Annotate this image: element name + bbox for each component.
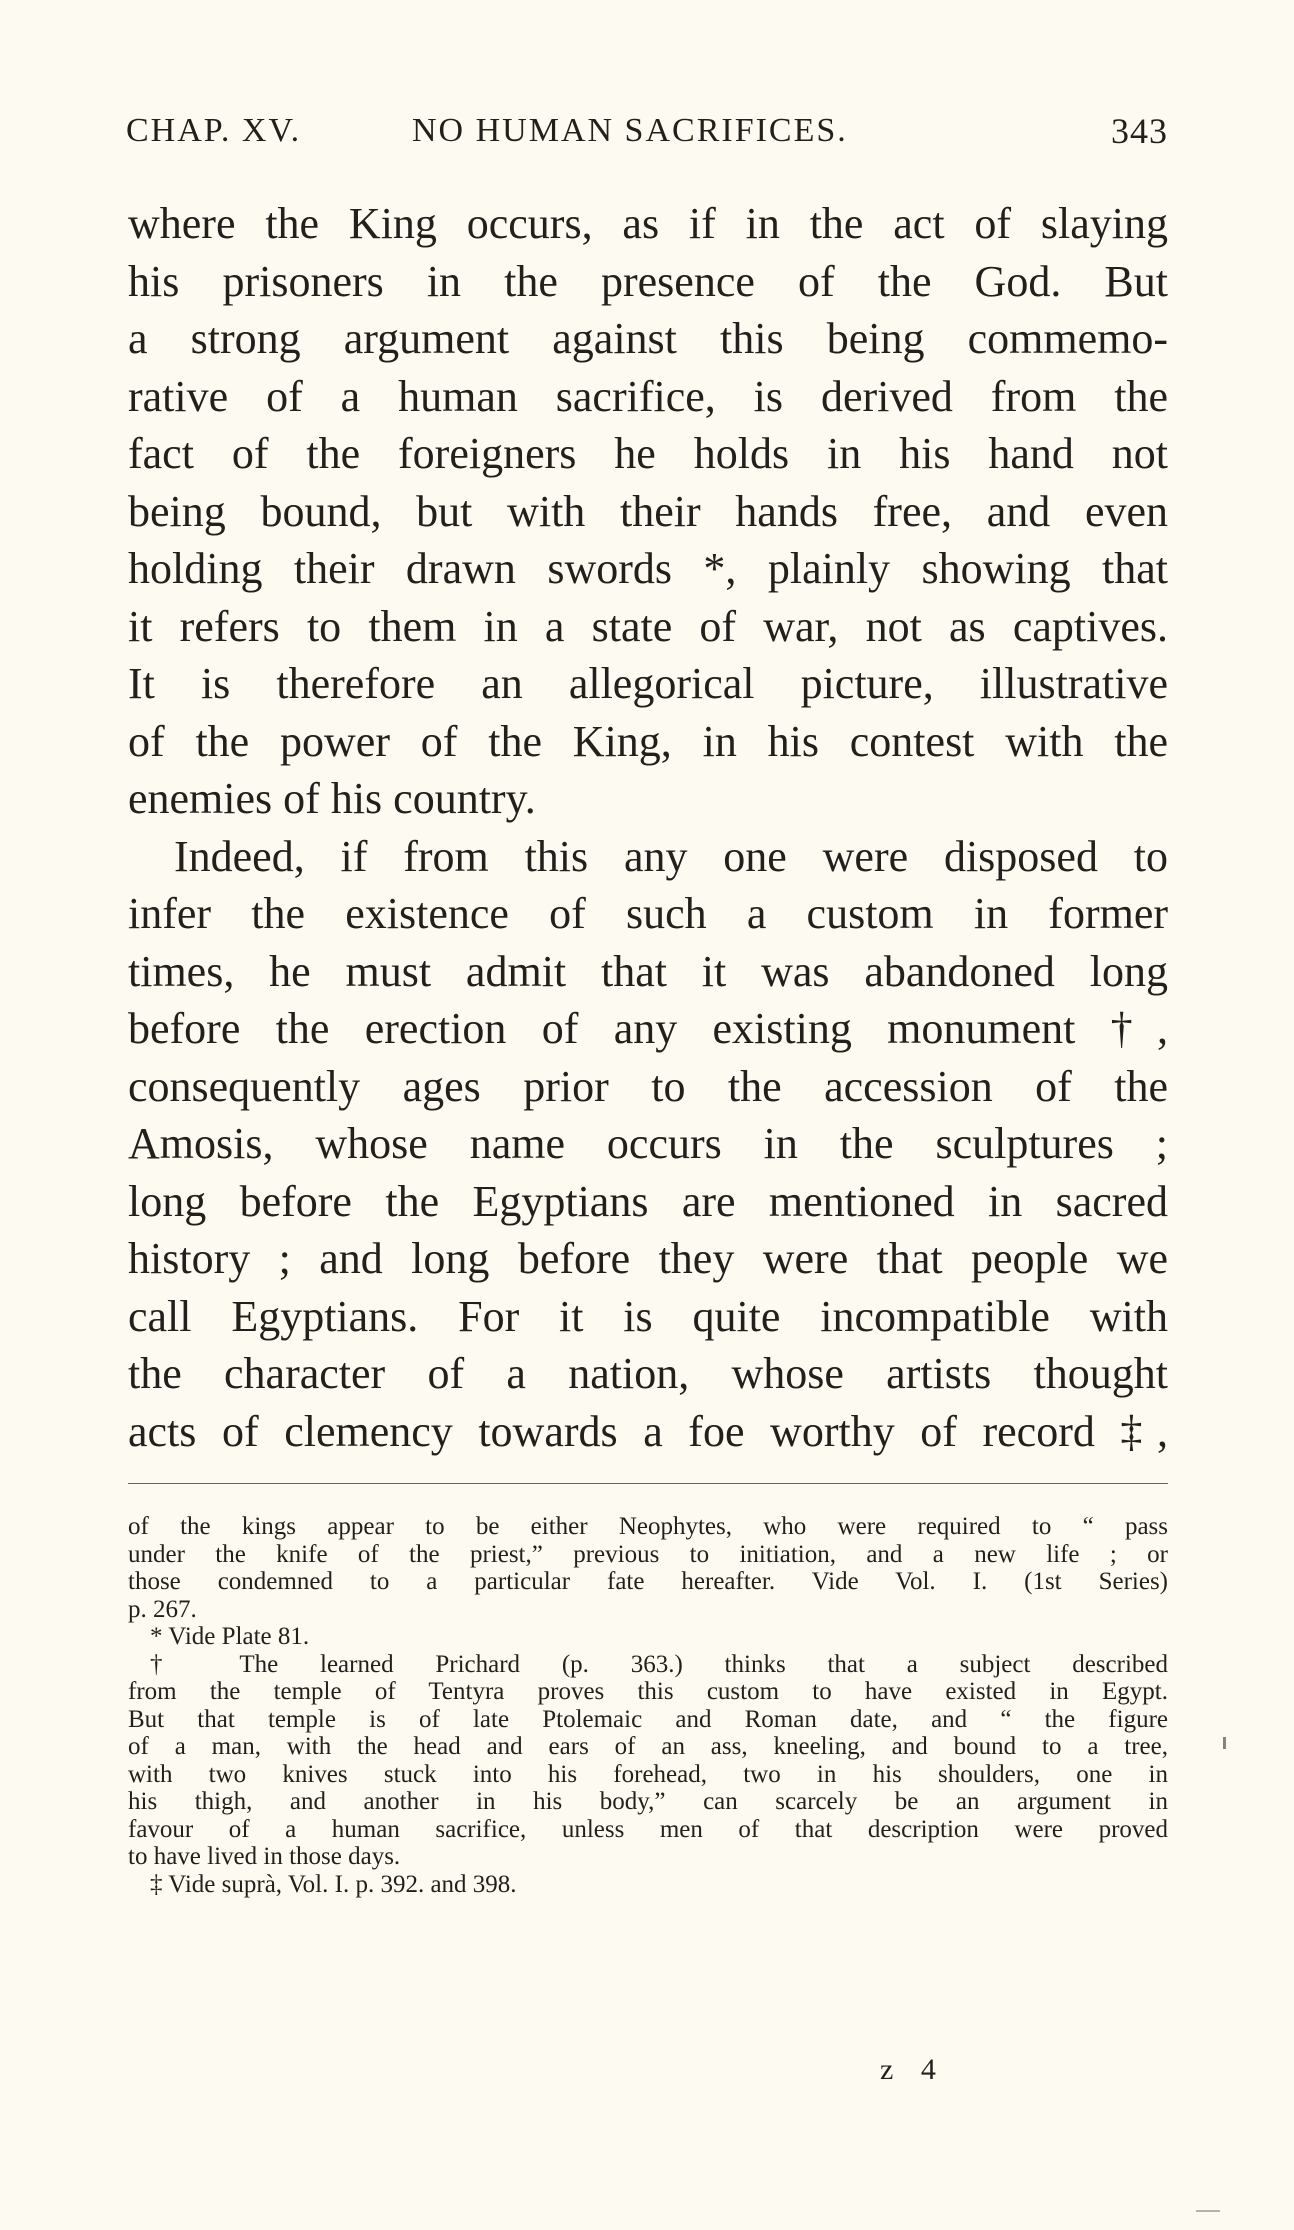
text-line: of the power of the King, in his contest with the <box>128 716 1168 766</box>
main-text <box>128 195 1168 1460</box>
text-line: history ; and long before they were that people we <box>128 1234 1168 1283</box>
chapter-label: CHAP. XV. <box>126 112 302 149</box>
footnote-divider <box>128 1483 1168 1484</box>
page-number: 343 <box>1111 111 1168 151</box>
footnotes <box>128 1513 1168 1898</box>
footnote-line: ‡ Vide suprà, Vol. I. p. 392. and 398. <box>150 1870 517 1898</box>
footnote-line: with two knives stuck into his forehead, two in his shoulders, one in <box>128 1760 1168 1788</box>
text-line: call Egyptians. For it is quite incompatible with <box>128 1291 1168 1341</box>
running-title: NO HUMAN SACRIFICES. <box>412 112 848 149</box>
footnote-line: favour of a human sacrifice, unless men of that description were proved <box>128 1815 1168 1843</box>
text-line: consequently ages prior to the accession of the <box>128 1061 1168 1111</box>
text-line: infer the existence of such a custom in former <box>128 889 1168 938</box>
footnote-line: of a man, with the head and ears of an ass, kneeling, and bound to a tree, <box>128 1733 1168 1760</box>
text-line: before the erection of any existing monument †, <box>128 1004 1168 1053</box>
text-line: it refers to them in a state of war, not as captives. <box>128 601 1168 651</box>
footnote-line: p. 267. <box>128 1595 197 1623</box>
footnote-line: † The learned Prichard (p. 363.) thinks that a subject described <box>150 1650 1168 1678</box>
text-line: acts of clemency towards a foe worthy of record ‡, <box>128 1406 1168 1456</box>
text-line: Indeed, if from this any one were disposed to <box>174 831 1168 881</box>
text-line: a strong argument against this being commemo- <box>128 314 1168 363</box>
text-line: rative of a human sacrifice, is derived from the <box>128 371 1168 421</box>
text-line: times, he must admit that it was abandoned long <box>128 946 1168 996</box>
running-header <box>126 108 1168 154</box>
signature-mark: z 4 <box>880 2053 946 2086</box>
text-line: Amosis, whose name occurs in the sculptures ; <box>128 1119 1168 1168</box>
text-line: where the King occurs, as if in the act of slaying <box>128 199 1168 248</box>
text-line: long before the Egyptians are mentioned in sacred <box>128 1176 1168 1226</box>
text-line: holding their drawn swords *, plainly showing that <box>128 544 1168 593</box>
text-line: the character of a nation, whose artists thought <box>128 1349 1168 1398</box>
text-line: enemies of his country. <box>128 774 536 823</box>
footnote-line: But that temple is of late Ptolemaic and Roman date, and “ the figure <box>128 1705 1168 1733</box>
text-line: fact of the foreigners he holds in his hand not <box>128 429 1168 478</box>
text-line: It is therefore an allegorical picture, illustrative <box>128 659 1168 708</box>
print-speck <box>1223 1737 1226 1749</box>
footnote-line: those condemned to a particular fate hereafter. Vide Vol. I. (1st Series) <box>128 1568 1168 1595</box>
footnote-line: to have lived in those days. <box>128 1843 401 1870</box>
text-line: his prisoners in the presence of the God. But <box>128 256 1168 306</box>
footnote-line: his thigh, and another in his body,” can scarcely be an argument in <box>128 1788 1168 1815</box>
footnote-line: under the knife of the priest,” previous to initiation, and a new life ; or <box>128 1540 1168 1568</box>
footnote-line: from the temple of Tentyra proves this custom to have existed in Egypt. <box>128 1678 1168 1705</box>
footnote-line: of the kings appear to be either Neophytes, who were required to “ pass <box>128 1513 1168 1540</box>
footnote-line: * Vide Plate 81. <box>150 1623 310 1650</box>
print-speck <box>1196 2210 1220 2212</box>
text-line: being bound, but with their hands free, and even <box>128 486 1168 536</box>
